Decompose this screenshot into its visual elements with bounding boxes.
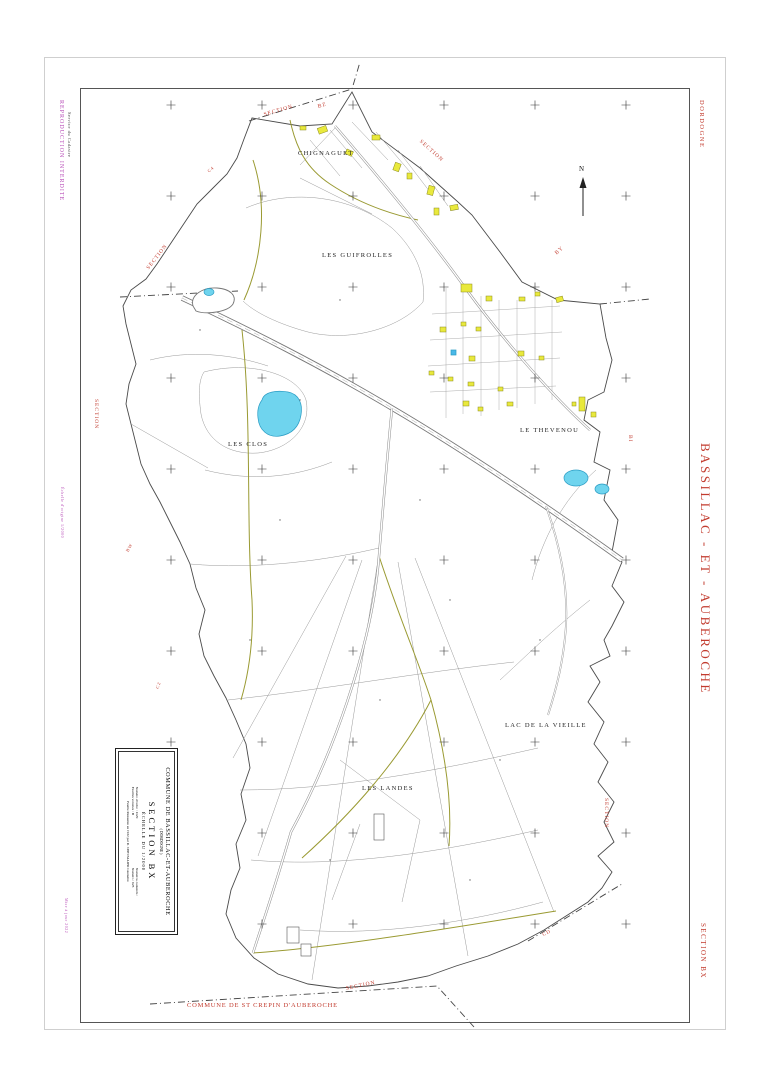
margin-reproduction-interdite: REPRODUCTION INTERDITE (58, 100, 64, 202)
field-value: B (131, 812, 135, 816)
section-label: CD (541, 929, 553, 938)
field-label: Numéro : (131, 867, 135, 882)
margin-note-bottom: Mise à jour 2022 (64, 898, 69, 934)
section-label: BZ (317, 101, 328, 110)
place-label: CHIGNAGUET (298, 150, 354, 157)
section-label: C2 (154, 680, 162, 690)
cartouche-commune: COMMUNE DE BASSILLAC-ET-AUBEROCHE (164, 767, 171, 916)
place-label: LES CLOS (228, 441, 269, 448)
field-label: Numéro d'ordre : (135, 786, 139, 811)
margin-section: SECTION BX (699, 923, 707, 980)
place-label: LES GUIFROLLES (322, 252, 394, 259)
field-value: 625 (131, 882, 135, 888)
place-label: LE THEVENOU (520, 427, 580, 434)
margin-note-middle: Échelle d'origine 1/2000 (60, 487, 65, 539)
section-label: SECTION (417, 138, 445, 164)
title-block-frame (118, 751, 175, 932)
section-label: SECTION (603, 798, 609, 829)
field-label: Feuilles voisines : (131, 786, 135, 812)
place-label: LES LANDES (362, 785, 414, 792)
place-label: LAC DE LA VIEILLE (505, 722, 587, 729)
section-label: SECTION (345, 979, 377, 992)
section-label: SECTION (263, 103, 294, 118)
section-label: SECTION (93, 399, 99, 430)
cartouche-fields (131, 752, 139, 931)
section-label: BI (627, 435, 633, 443)
margin-departement: DORDOGNE (698, 100, 705, 149)
north-letter: N (579, 165, 585, 173)
cartouche-departement: ( DORDOGNE ) (159, 828, 163, 855)
adjacent-commune-label: COMMUNE DE ST CREPIN D'AUBEROCHE (187, 1002, 338, 1009)
cartouche-section: SECTION BX (147, 801, 157, 882)
field-label: Numéros cadastrés : (135, 867, 139, 897)
title-block (115, 748, 178, 935)
cartouche-footer: Feuille Remaniée en 1932 par R. CHEVALLIER Géomètre (126, 801, 130, 882)
margin-commune-title: BASSILLAC - ET - AUBEROCHE (698, 443, 713, 695)
section-label: BY (553, 245, 566, 257)
margin-service-cadastre: Service du Cadastre (67, 112, 72, 158)
field-value: 1129 (135, 811, 139, 819)
section-label: BW (124, 542, 134, 553)
section-label: SECTION (145, 243, 169, 271)
cartouche-echelle: ÉCHELLE DU 1/2000 (141, 811, 146, 872)
section-label: C4 (206, 164, 216, 174)
